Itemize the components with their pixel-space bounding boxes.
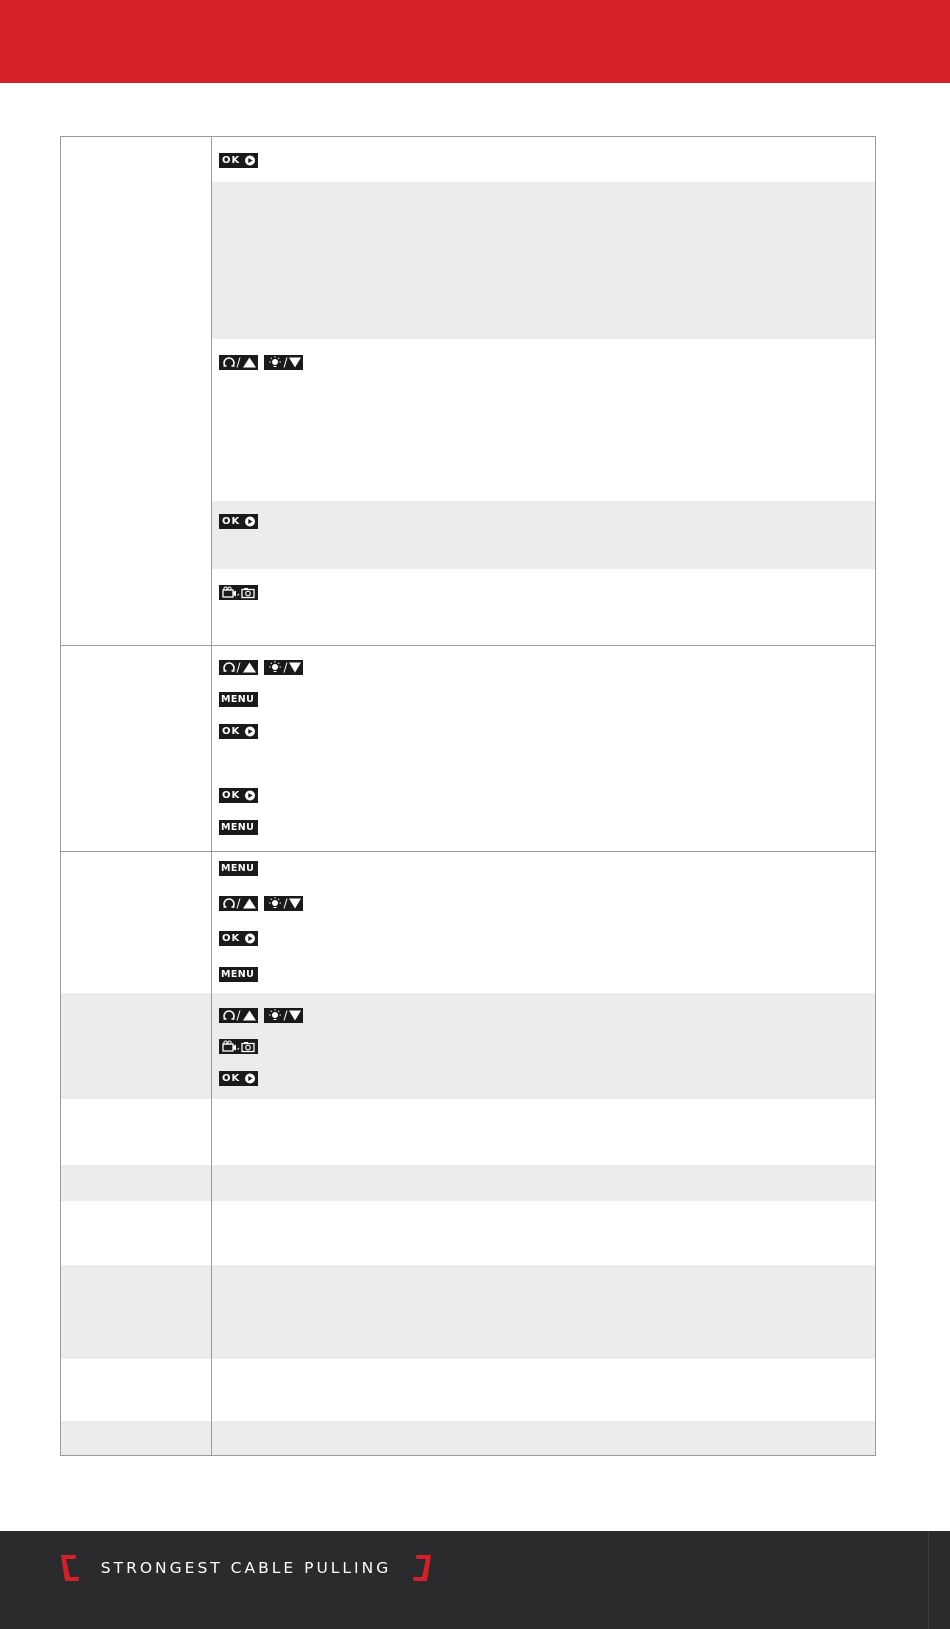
table-row xyxy=(61,1265,875,1359)
footer-tagline xyxy=(60,1553,432,1583)
ok-play-key-icon: OK xyxy=(219,1071,258,1086)
light-rotate-up-key-icon xyxy=(219,896,258,911)
ok-play-key-icon: OK xyxy=(219,788,258,803)
column-divider xyxy=(211,137,212,1455)
light-down-key-icon xyxy=(264,896,303,911)
tagline-text: STRONGEST CABLE PULLING xyxy=(100,1559,392,1577)
light-rotate-up-key-icon xyxy=(219,355,258,370)
table-row xyxy=(61,1165,875,1201)
footer-divider xyxy=(928,1531,929,1629)
ok-play-key-icon: OK xyxy=(219,931,258,946)
light-rotate-up-key-icon xyxy=(219,1008,258,1023)
light-down-key-icon xyxy=(264,1008,303,1023)
top-brand-bar xyxy=(0,0,950,83)
light-down-key-icon xyxy=(264,355,303,370)
instruction-table xyxy=(60,136,876,1456)
light-rotate-up-key-icon xyxy=(219,660,258,675)
table-row xyxy=(61,1201,875,1265)
table-row xyxy=(61,1421,875,1455)
menu-key-icon: MENU xyxy=(219,861,258,876)
ok-play-key-icon: OK xyxy=(219,153,258,168)
table-row xyxy=(61,1099,875,1165)
page-footer xyxy=(0,1531,950,1629)
video-photo-mode-icon xyxy=(219,1039,258,1054)
menu-key-icon: MENU xyxy=(219,692,258,707)
ok-play-key-icon: OK xyxy=(219,514,258,529)
table-row xyxy=(61,645,875,851)
menu-key-icon: MENU xyxy=(219,967,258,982)
table-row xyxy=(212,182,875,339)
table-row xyxy=(61,1359,875,1421)
table-row xyxy=(212,501,875,569)
light-down-key-icon xyxy=(264,660,303,675)
video-photo-mode-icon xyxy=(219,585,258,600)
table-row xyxy=(61,851,875,993)
ok-play-key-icon: OK xyxy=(219,724,258,739)
table-row xyxy=(61,993,875,1099)
menu-key-icon: MENU xyxy=(219,820,258,835)
